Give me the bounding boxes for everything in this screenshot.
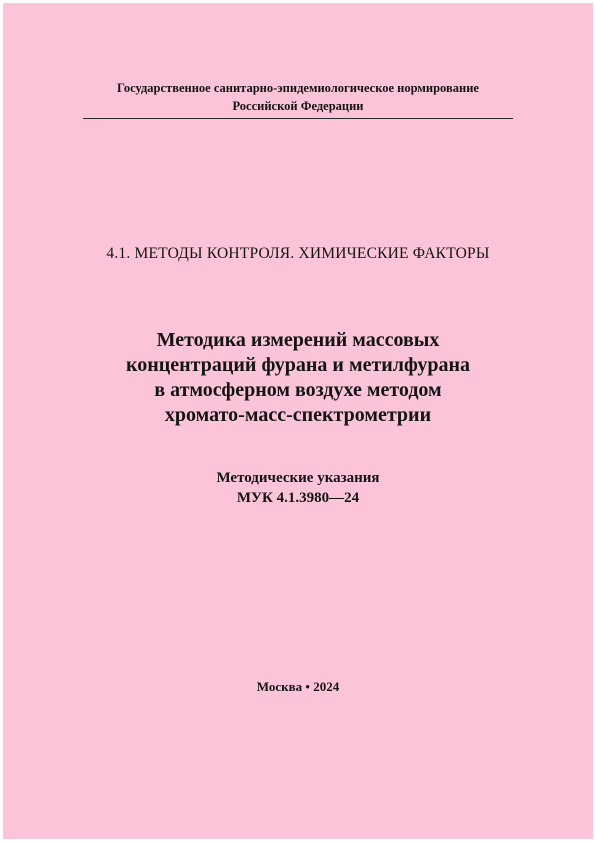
cover-page — [3, 3, 593, 839]
document-type-block — [3, 468, 593, 508]
issuer-line-1: Государственное санитарно-эпидемиологическое нормирование — [117, 81, 479, 95]
issuer-line-2: Российской Федерации — [232, 99, 364, 113]
document-type: Методические указания — [216, 470, 380, 486]
document-code: МУК 4.1.3980—24 — [236, 490, 360, 506]
issuer-header — [3, 79, 593, 115]
section-heading: 4.1. МЕТОДЫ КОНТРОЛЯ. ХИМИЧЕСКИЕ ФАКТОРЫ — [106, 245, 490, 262]
document-title — [3, 328, 593, 428]
header-divider — [83, 118, 513, 119]
title-line: концентраций фурана и метилфурана — [125, 354, 471, 376]
title-line: в атмосферном воздухе методом — [154, 379, 442, 401]
title-line: Методика измерений массовых — [156, 329, 440, 351]
place-year: Москва • 2024 — [256, 679, 340, 694]
title-line: хромато-масс-спектрометрии — [164, 404, 432, 426]
